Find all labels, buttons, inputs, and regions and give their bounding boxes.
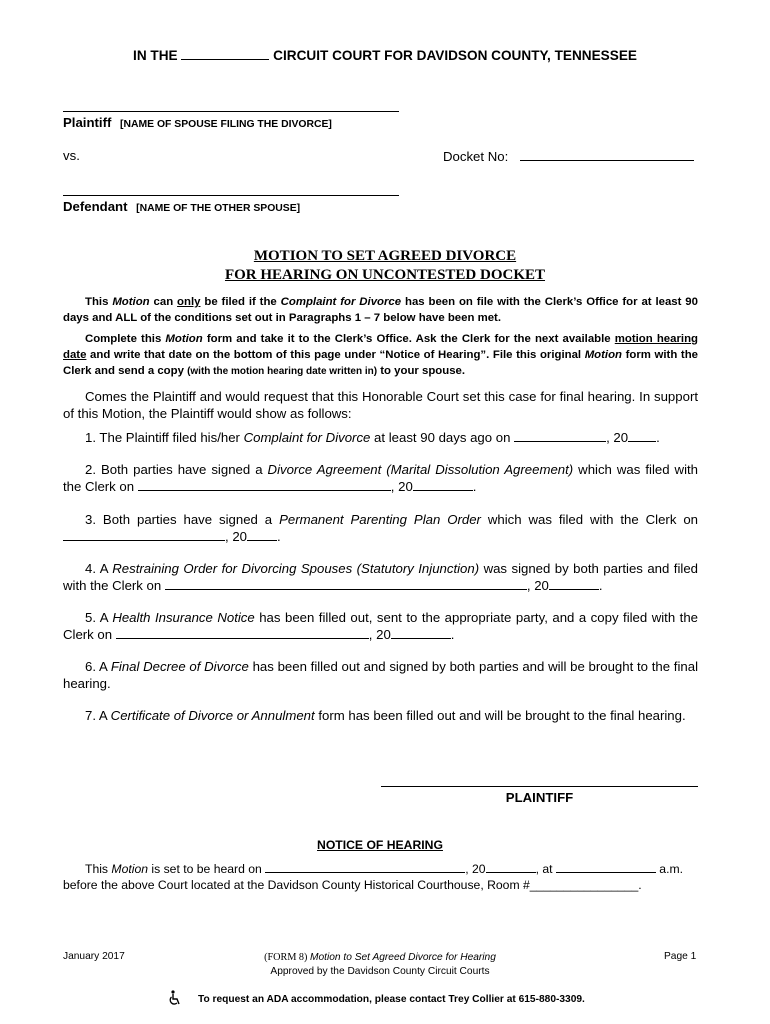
footer-form-title: Motion to Set Agreed Divorce for Hearing	[309, 952, 496, 963]
item3-year-prefix: , 20	[225, 529, 247, 544]
item5-year-prefix: , 20	[368, 627, 391, 642]
item7-doc: Certificate of Divorce or Annulment	[110, 708, 315, 723]
item3-period: .	[277, 529, 281, 544]
item3-date-blank[interactable]	[63, 528, 225, 541]
hearing-line-2: before the above Court located at the Davidson County Historical Courthouse, Room #________________.	[63, 878, 642, 892]
defendant-name-line[interactable]	[63, 195, 399, 196]
filing-condition-notice	[63, 294, 698, 326]
footer-form-number: (FORM 8)	[264, 952, 310, 963]
footer-approved: Approved by the Davidson County Circuit Courts	[270, 966, 490, 977]
item-6	[63, 658, 698, 692]
notice2-text-c: form and take it to the Clerk’s Office. Ask the Clerk for the next available	[202, 333, 615, 345]
item2-date-blank[interactable]	[138, 478, 391, 491]
court-header	[0, 47, 770, 63]
item5-doc: Health Insurance Notice	[112, 610, 255, 625]
item-2	[63, 461, 698, 495]
item5-text-a: 5. A	[85, 610, 113, 625]
item-7	[63, 707, 698, 724]
item1-text-c: at least 90 days ago on	[370, 430, 515, 445]
notice2-motion: Motion	[165, 333, 203, 345]
item-3	[63, 511, 698, 545]
footer-date: January 2017	[63, 951, 125, 962]
item4-date-blank[interactable]	[165, 577, 527, 590]
item2-text-a: 2. Both parties have signed a	[85, 462, 268, 477]
item2-doc: Divorce Agreement (Marital Dissolution Agreement)	[267, 462, 574, 477]
notice2-text-g: form with the Clerk and send a copy	[63, 349, 698, 377]
instructions-notice	[63, 331, 698, 380]
item3-doc: Permanent Parenting Plan Order	[279, 512, 481, 527]
defendant-label: Defendant	[63, 199, 128, 214]
item7-text-c: form has been filled out and will be brought to the final hearing.	[314, 708, 686, 723]
item3-year-blank[interactable]	[247, 528, 277, 541]
motion-title-line2: FOR HEARING ON UNCONTESTED DOCKET	[224, 267, 546, 283]
header-post: CIRCUIT COURT FOR DAVIDSON COUNTY, TENNESSEE	[273, 48, 637, 63]
item5-year-blank[interactable]	[391, 626, 451, 639]
plaintiff-label-row	[63, 115, 332, 130]
court-name-blank[interactable]	[181, 47, 269, 60]
plaintiff-signature-label: PLAINTIFF	[505, 790, 574, 805]
hearing-date-blank[interactable]	[265, 860, 465, 873]
notice1-text-g: has been on file with the Clerk’s Office for at least 90 days and ALL of the conditions set out in Paragraphs 1 – 7 below have been met.	[63, 296, 698, 324]
item5-period: .	[450, 627, 455, 642]
notice2-text-a: Complete this	[85, 333, 166, 345]
item4-text-c: was signed by both parties and filed with the Clerk on	[63, 561, 698, 593]
ada-notice	[168, 990, 585, 1009]
item2-text-c: which was filed with the Clerk on	[63, 462, 699, 494]
header-pre: IN THE	[133, 48, 178, 63]
notice2-hearing-date: motion hearing date	[63, 333, 698, 361]
item3-text-a: 3. Both parties have signed a	[85, 512, 280, 527]
item6-text-c: has been filled out and signed by both parties and will be brought to the final hearing.	[63, 659, 698, 691]
item5-text-c: has been filled out, sent to the appropriate party, and a copy filed with the Clerk on	[63, 610, 698, 642]
notice1-only: only	[177, 296, 201, 308]
notice1-complaint: Complaint for Divorce	[280, 296, 402, 308]
item6-text-a: 6. A	[85, 659, 111, 674]
plaintiff-name-line[interactable]	[63, 111, 399, 112]
hearing-motion: Motion	[111, 862, 149, 876]
wheelchair-icon	[168, 990, 182, 1009]
footer-form-line	[230, 951, 530, 965]
notice1-text-a: This	[85, 296, 113, 308]
item1-year-prefix: , 20	[606, 430, 629, 445]
ada-text: To request an ADA accommodation, please contact Trey Collier at 615-880-3309.	[198, 994, 585, 1006]
item-4	[63, 560, 698, 594]
item4-text-a: 4. A	[85, 561, 113, 576]
footer-form-info	[230, 951, 530, 979]
hearing-text-c: is set to be heard on	[148, 862, 266, 876]
docket-row	[443, 148, 694, 164]
item1-date-blank[interactable]	[514, 429, 606, 442]
notice1-text-e: be filed if the	[200, 296, 281, 308]
item4-period: .	[598, 578, 603, 593]
docket-label: Docket No:	[443, 149, 509, 164]
item4-year-prefix: , 20	[526, 578, 549, 593]
vs-text: vs.	[63, 148, 80, 163]
item5-date-blank[interactable]	[116, 626, 369, 639]
item1-doc: Complaint for Divorce	[243, 430, 371, 445]
item1-text-a: 1. The Plaintiff filed his/her	[85, 430, 244, 445]
item7-text-a: 7. A	[85, 708, 111, 723]
plaintiff-signature-line[interactable]	[381, 786, 698, 787]
notice2-text-e: and write that date on the bottom of this page under “Notice of Hearing”. File this original	[86, 349, 585, 361]
item2-period: .	[472, 479, 477, 494]
notice2-motion-2: Motion	[584, 349, 623, 361]
hearing-year-blank[interactable]	[486, 860, 536, 873]
notice-of-hearing-title: NOTICE OF HEARING	[317, 838, 443, 852]
defendant-label-row	[63, 199, 300, 214]
item1-year-blank[interactable]	[628, 429, 656, 442]
item-1	[63, 429, 698, 446]
notice1-motion: Motion	[112, 296, 150, 308]
hearing-year-prefix: , 20	[465, 862, 486, 876]
item-5	[63, 609, 698, 643]
hearing-line-1	[63, 860, 703, 877]
docket-number-blank[interactable]	[520, 148, 694, 161]
hearing-text-a: This	[85, 862, 112, 876]
plaintiff-hint: [NAME OF SPOUSE FILING THE DIVORCE]	[120, 119, 332, 130]
hearing-time-blank[interactable]	[556, 860, 656, 873]
item4-doc: Restraining Order for Divorcing Spouses (Statutory Injunction)	[112, 561, 480, 576]
hearing-am: a.m.	[655, 862, 683, 876]
motion-title-line1: MOTION TO SET AGREED DIVORCE	[253, 248, 517, 264]
motion-title	[0, 247, 770, 285]
notice2-text-i: to your spouse.	[377, 365, 466, 377]
item4-year-blank[interactable]	[549, 577, 599, 590]
hearing-text-e: , at	[535, 862, 556, 876]
intro-paragraph: Comes the Plaintiff and would request that this Honorable Court set this case for final hearing. In support of this Motion, the Plaintiff would show as follows:	[63, 389, 698, 421]
item1-period: .	[656, 430, 660, 445]
footer-page: Page 1	[664, 951, 697, 962]
notice2-paren: (with the motion hearing date written in)	[187, 366, 378, 377]
plaintiff-label: Plaintiff	[63, 115, 112, 130]
item2-year-blank[interactable]	[413, 478, 473, 491]
item6-doc: Final Decree of Divorce	[110, 659, 249, 674]
item3-text-c: which was filed with the Clerk on	[480, 512, 699, 527]
notice1-text-c: can	[149, 296, 178, 308]
item2-year-prefix: , 20	[390, 479, 413, 494]
defendant-hint: [NAME OF THE OTHER SPOUSE]	[136, 203, 301, 214]
